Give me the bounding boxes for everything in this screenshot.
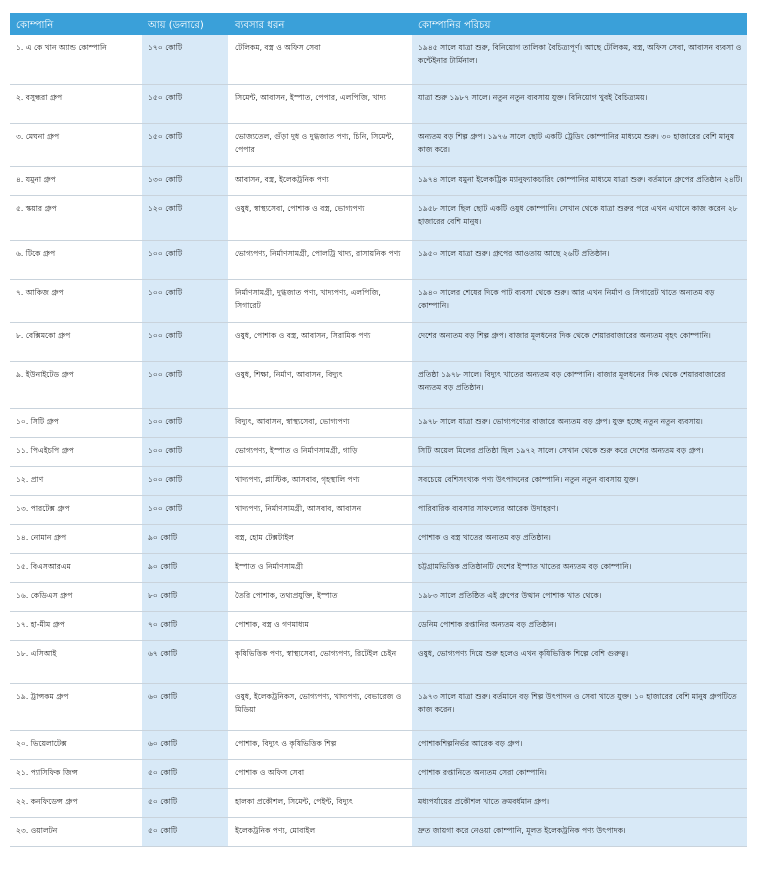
company-name: ১১. পিএইচপি গ্রুপ [16,446,74,455]
company-intro: ডেনিম পোশাক রপ্তানির অন্যতম বড় প্রতিষ্ঠান। [418,620,557,629]
company-intro: ১৯৫৮ সালে ছিল ছোট একটি ওষুধ কোম্পানি। সেখান থেকে যাত্রা শুরুর পরে এখন এখানে কাজ করেন ২৮ হাজারের বেশি মানুষ। [418,204,738,226]
table-row [10,612,747,641]
company-name: ১৪. নোমান গ্রুপ [16,533,67,542]
company-intro: সবচেয়ে বেশিসংখ্যক পণ্য উৎপাদনের কোম্পানি। নতুন নতুন ব্যবসায় যুক্ত। [418,475,639,484]
table-row [10,196,747,241]
table-row [10,684,747,731]
business-type: ইস্পাত ও নির্মাণসামগ্রী [235,562,303,571]
company-intro: দ্রুত জায়গা করে নেওয়া কোম্পানি, মূলত ইলেকট্রনিক পণ্য উৎপাদক। [418,826,626,835]
business-type: বিদ্যুৎ, আবাসন, স্বাস্থ্যসেবা, ভোগ্যপণ্য [235,417,350,426]
company-intro: মধ্যপর্যায়ের প্রকৌশল খাতে ক্রমবর্ধমান গ্রুপ। [418,797,550,806]
revenue-value: ১০০ কোটি [148,331,183,340]
table-row [10,525,747,554]
table-row [10,554,747,583]
table-body [10,35,747,847]
business-type: বস্ত্র, হোম টেক্সটাইল [235,533,294,542]
company-name: ১৯. ট্রান্সকম গ্রুপ [16,692,69,701]
company-name: ১০. সিটি গ্রুপ [16,417,59,426]
business-type: আবাসন, বস্ত্র, ইলেকট্রনিক পণ্য [235,175,329,184]
business-type: তৈরি পোশাক, তথ্যপ্রযুক্তি, ইস্পাত [235,591,338,600]
revenue-value: ৫০ কোটি [148,797,178,806]
company-intro: দেশের অন্যতম বড় শিল্প গ্রুপ। বাজার মূলধনের দিক থেকে শেয়ারবাজারের অন্যতম বৃহৎ কোম্পানি। [418,331,711,340]
company-intro: ১৯৭৩ সালে যাত্রা শুরু। বর্তমানে বড় শিল্প উৎপাদন ও সেবা খাতে যুক্ত। ১০ হাজারের বেশি মানুষ গ্রুপটিতে কাজ করেন। [418,692,737,714]
revenue-value: ৬০ কোটি [148,739,178,748]
revenue-value: ১৫০ কোটি [148,93,183,102]
business-type: পোশাক, বস্ত্র ও গণমাধ্যম [235,620,309,629]
revenue-value: ১৩০ কোটি [148,175,183,184]
revenue-value: ৮০ কোটি [148,591,178,600]
revenue-value: ৫০ কোটি [148,768,178,777]
revenue-value: ৬৭ কোটি [148,649,178,658]
revenue-value: ৯০ কোটি [148,533,178,542]
revenue-value: ৫০ কোটি [148,826,178,835]
table-row [10,641,747,684]
table-row [10,818,747,847]
table-row [10,438,747,467]
revenue-value: ১৫০ কোটি [148,132,183,141]
header-revenue: আয় (ডলারে) [148,20,204,31]
company-name: ১৩. পারটেক্স গ্রুপ [16,504,70,513]
table-row [10,760,747,789]
table-row [10,583,747,612]
company-intro: ১৯৭৪ সালে যমুনা ইলেকট্রিক ম্যানুফ্যাকচারিং কোম্পানির মাধ্যমে যাত্রা শুরু। বর্তমানে গ্রুপের প্রতিষ্ঠান ২৪টি। [418,175,743,184]
business-type: কৃষিভিত্তিক পণ্য, স্বাস্থ্যসেবা, ভোগ্যপণ্য, রিটেইল চেইন [235,649,397,658]
business-type: খাদ্যপণ্য, প্লাস্টিক, আসবাব, গৃহস্থালি পণ্য [235,475,360,484]
revenue-value: ১০০ কোটি [148,446,183,455]
company-intro: ১৯৫০ সালে যাত্রা শুরু। গ্রুপের আওতায় আছে ২৬টি প্রতিষ্ঠান। [418,249,610,258]
table-row [10,362,747,409]
company-intro: যাত্রা শুরু ১৯৮৭ সালে। নতুন নতুন ব্যবসায় যুক্ত। বিনিয়োগ খুবই বৈচিত্র্যময়। [418,93,648,102]
company-name: ১৭. হা-মীম গ্রুপ [16,620,65,629]
company-intro: পোশাক ও বস্ত্র খাতের অন্যতম বড় প্রতিষ্ঠান। [418,533,551,542]
company-intro: ১৯৪০ সালের শেষের দিকে পাট ব্যবসা থেকে শুরু। আর এখন নির্মাণ ও সিগারেট খাতে অন্যতম বড় কোম্পানি। [418,288,715,310]
company-intro: ১৯৭৮ সালে যাত্রা শুরু। ভোগ্যপণ্যের বাজারে অন্যতম বড় গ্রুপ। যুক্ত হচ্ছে নতুন নতুন ব্যবসায়। [418,417,703,426]
table-row [10,409,747,438]
business-type: ভোগ্যপণ্য, ইস্পাত ও নির্মাণসামগ্রী, গাড়ি [235,446,358,455]
table-row [10,124,747,167]
revenue-value: ১২০ কোটি [148,204,183,213]
company-name: ২১. প্যাসিফিক জিন্স [16,768,78,777]
company-name: ২৩. ওয়ালটন [16,826,58,835]
table-row [10,280,747,323]
business-type: ভোজ্যতেল, গুঁড়া দুধ ও দুগ্ধজাত পণ্য, চিনি, সিমেন্ট, পেপার [235,132,394,154]
business-type: টেলিকম, বস্ত্র ও অফিস সেবা [235,43,321,52]
revenue-value: ৯০ কোটি [148,562,178,571]
company-name: ১৮. এসিআই [16,649,57,658]
company-intro: পারিবারিক ব্যবসার সাফল্যের আরেক উদাহরণ। [418,504,559,513]
company-name: ৭. আকিজ গ্রুপ [16,288,64,297]
business-type: পোশাক, বিদ্যুৎ ও কৃষিভিত্তিক শিল্প [235,739,337,748]
company-intro: অন্যতম বড় শিল্প গ্রুপ। ১৯৭৬ সালে ছোট একটি ট্রেডিং কোম্পানির মাধ্যমে শুরু। ৩০ হাজারের বেশি মানুষ কাজ করে। [418,132,735,154]
business-type: ওষুধ, স্বাস্থ্যসেবা, পোশাক ও বস্ত্র, ভোগ্যপণ্য [235,204,365,213]
company-intro: পোশাক রপ্তানিতে অন্যতম সেরা কোম্পানি। [418,768,547,777]
business-type: নির্মাণসামগ্রী, দুগ্ধজাত পণ্য, খাদ্যপণ্য, এলপিজি, সিগারেট [235,288,381,310]
header-company: কোম্পানি [16,20,54,31]
table-row [10,789,747,818]
revenue-value: ৬০ কোটি [148,692,178,701]
revenue-value: ১০০ কোটি [148,288,183,297]
company-intro: ১৯৪৫ সালে যাত্রা শুরু, বিনিয়োগ তালিকা বৈচিত্র্যপূর্ণ। আছে টেলিকম, বস্ত্র, অফিস সেবা, আবাসন ব্যবসা ও কন্টেইনার টার্মিনাল। [418,43,742,65]
company-intro: ওষুধ, ভোগ্যপণ্য দিয়ে শুরু হলেও এখন কৃষিভিত্তিক শিল্পে বেশি গুরুত্ব। [418,649,629,658]
company-name: ২২. কনফিডেন্স গ্রুপ [16,797,78,806]
table-header [10,13,747,35]
table-row [10,85,747,124]
company-name: ৬. টিকে গ্রুপ [16,249,56,258]
company-name: ১৫. বিএসআরএম [16,562,71,571]
table-row [10,167,747,196]
revenue-value: ১০০ কোটি [148,504,183,513]
company-intro: ১৯৮৩ সালে প্রতিষ্ঠিত এই গ্রুপের উত্থান পোশাক খাত থেকে। [418,591,602,600]
table-row [10,323,747,362]
table-row [10,35,747,85]
header-business-type: ব্যবসার ধরন [235,20,285,31]
header-introduction: কোম্পানির পরিচয় [418,20,491,31]
revenue-value: ১০০ কোটি [148,475,183,484]
company-name: ১. এ কে খান অ্যান্ড কোম্পানি [16,43,107,52]
table-row [10,731,747,760]
business-type: ওষুধ, পোশাক ও বস্ত্র, আবাসন, সিরামিক পণ্য [235,331,371,340]
business-type: ওষুধ, শিক্ষা, নির্মাণ, আবাসন, বিদ্যুৎ [235,370,343,379]
table-row [10,496,747,525]
company-name: ৪. যমুনা গ্রুপ [16,175,56,184]
company-name: ১২. প্রাণ [16,475,44,484]
company-intro: চট্টগ্রামভিত্তিক প্রতিষ্ঠানটি দেশের ইস্পাত খাতের অন্যতম বড় কোম্পানি। [418,562,632,571]
company-name: ৮. বেক্সিমকো গ্রুপ [16,331,71,340]
business-type: খাদ্যপণ্য, নির্মাণসামগ্রী, আসবাব, আবাসন [235,504,362,513]
table-row [10,241,747,280]
revenue-value: ১০০ কোটি [148,370,183,379]
revenue-value: ১০০ কোটি [148,249,183,258]
revenue-value: ৭০ কোটি [148,620,178,629]
company-name: ১৬. কেডিএস গ্রুপ [16,591,73,600]
company-intro: প্রতিষ্ঠা ১৯৭৮ সালে। বিদ্যুৎ খাতের অন্যতম বড় কোম্পানি। বাজার মূলধনের দিক থেকে শেয়ারবাজারের অন্যতম বড় প্রতিষ্ঠান। [418,370,726,392]
company-intro: পোশাকশিল্পনির্ভর আরেক বড় গ্রুপ। [418,739,523,748]
company-name: ৫. স্কয়ার গ্রুপ [16,204,57,213]
company-name: ২. বসুন্ধরা গ্রুপ [16,93,63,102]
revenue-value: ১০০ কোটি [148,417,183,426]
revenue-value: ১৭০ কোটি [148,43,183,52]
business-type: পোশাক ও অফিস সেবা [235,768,305,777]
company-table [10,13,747,847]
company-name: ৯. ইউনাইটেড গ্রুপ [16,370,74,379]
business-type: হালকা প্রকৌশল, সিমেন্ট, পেইন্ট, বিদ্যুৎ [235,797,353,806]
business-type: সিমেন্ট, আবাসন, ইস্পাত, পেপার, এলপিজি, খাদ্য [235,93,386,102]
company-name: ৩. মেঘনা গ্রুপ [16,132,60,141]
company-intro: সিটি অয়েল মিলের প্রতিষ্ঠা ছিল ১৯৭২ সালে। সেখান থেকে শুরু করে দেশের অন্যতম বড় গ্রুপ। [418,446,704,455]
business-type: ওষুধ, ইলেকট্রনিকস, ভোগ্যপণ্য, খাদ্যপণ্য, বেভারেজ ও মিডিয়া [235,692,402,714]
business-type: ভোগ্যপণ্য, নির্মাণসামগ্রী, পোলট্রি খাদ্য, রাসায়নিক পণ্য [235,249,401,258]
company-name: ২০. ভিয়েলাটেক্স [16,739,67,748]
business-type: ইলেকট্রনিক পণ্য, মোবাইল [235,826,316,835]
table-row [10,467,747,496]
